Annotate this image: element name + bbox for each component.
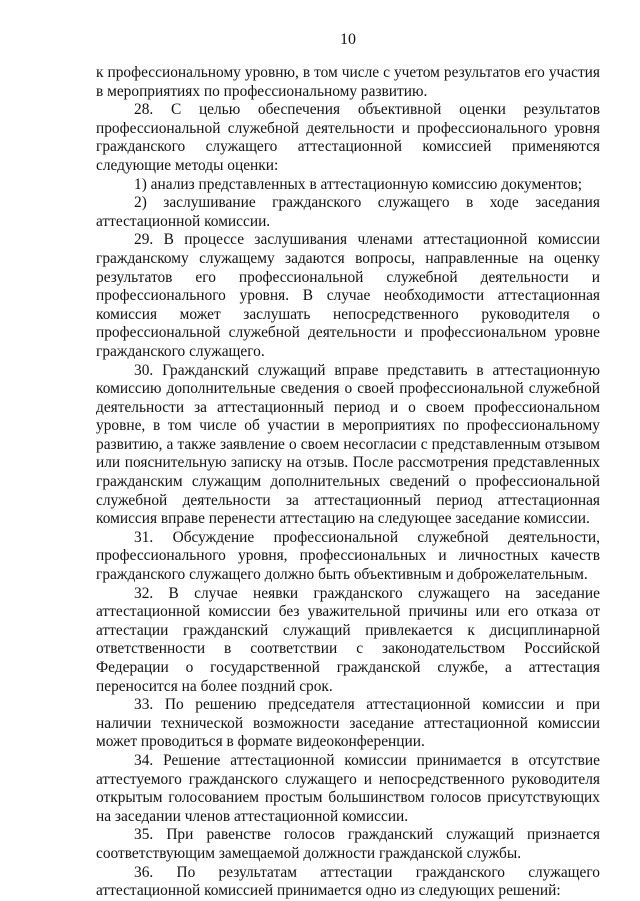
- paragraph: 29. В процессе заслушивания членами аттестационной комиссии гражданскому служащему задаются вопросы, направленные на оценку результатов его профессиональной служебной деятельности и профессионального уровня. В случае необходимости аттестационная комиссия может заслушать непосредственного руководителя о профессиональной служебной деятельности и профессиональном уровне гражданского служащего.: [96, 231, 600, 360]
- page-number: 10: [340, 31, 356, 48]
- paragraph: 34. Решение аттестационной комиссии принимается в отсутствие аттестуемого гражданского служащего и непосредственного руководителя открытым голосованием простым большинством голосов присутствующих на заседании членов аттестационной комиссии.: [96, 751, 600, 825]
- paragraph: 1) анализ представленных в аттестационную комиссию документов;: [134, 175, 583, 193]
- paragraph: 31. Обсуждение профессиональной служебной деятельности, профессионального уровня, профессиональных и личностных качеств гражданского служащего должно быть объективным и доброжелательным.: [96, 528, 600, 584]
- paragraph: 35. При равенстве голосов гражданский служащий признается соответствующим замещаемой должности гражданской службы.: [96, 826, 600, 862]
- paragraph: 2) заслушивание гражданского служащего в ходе заседания аттестационной комиссии.: [96, 194, 600, 230]
- paragraph: к профессиональному уровню, в том числе с учетом результатов его участия в мероприятиях по профессиональному развитию.: [96, 64, 600, 100]
- paragraph: 28. С целью обеспечения объективной оценки результатов профессиональной служебной деятельности и профессионального уровня гражданского служащего аттестационной комиссией применяются следующие методы оценки:: [96, 101, 600, 174]
- paragraph: 36. По результатам аттестации гражданского служащего аттестационной комиссией принимается одно из следующих решений:: [96, 863, 600, 900]
- document-body: [96, 64, 600, 901]
- paragraph: 30. Гражданский служащий вправе представить в аттестационную комиссию дополнительные сведения о своей профессиональной служебной деятельности за аттестационный период и о своем профессиональном уровне, в том числе об участии в мероприятиях по профессиональному развитию, а также заявление о своем несогласии с представленным отзывом или пояснительную записку на отзыв. После рассмотрения представленных гражданским служащим дополнительных сведений о профессиональной служебной деятельности за аттестационный период аттестационная комиссия вправе перенести аттестацию на следующее заседание комиссии.: [96, 361, 600, 528]
- paragraph: 32. В случае неявки гражданского служащего на заседание аттестационной комиссии без уважительной причины или его отказа от аттестации гражданский служащий привлекается к дисциплинарной ответственности в соответствии с законодательством Российской Федерации о государственной гражданской службе, а аттестация переносится на более поздний срок.: [96, 584, 600, 695]
- paragraph: 33. По решению председателя аттестационной комиссии и при наличии технической возможности заседание аттестационной комиссии может проводиться в формате видеоконференции.: [96, 696, 600, 751]
